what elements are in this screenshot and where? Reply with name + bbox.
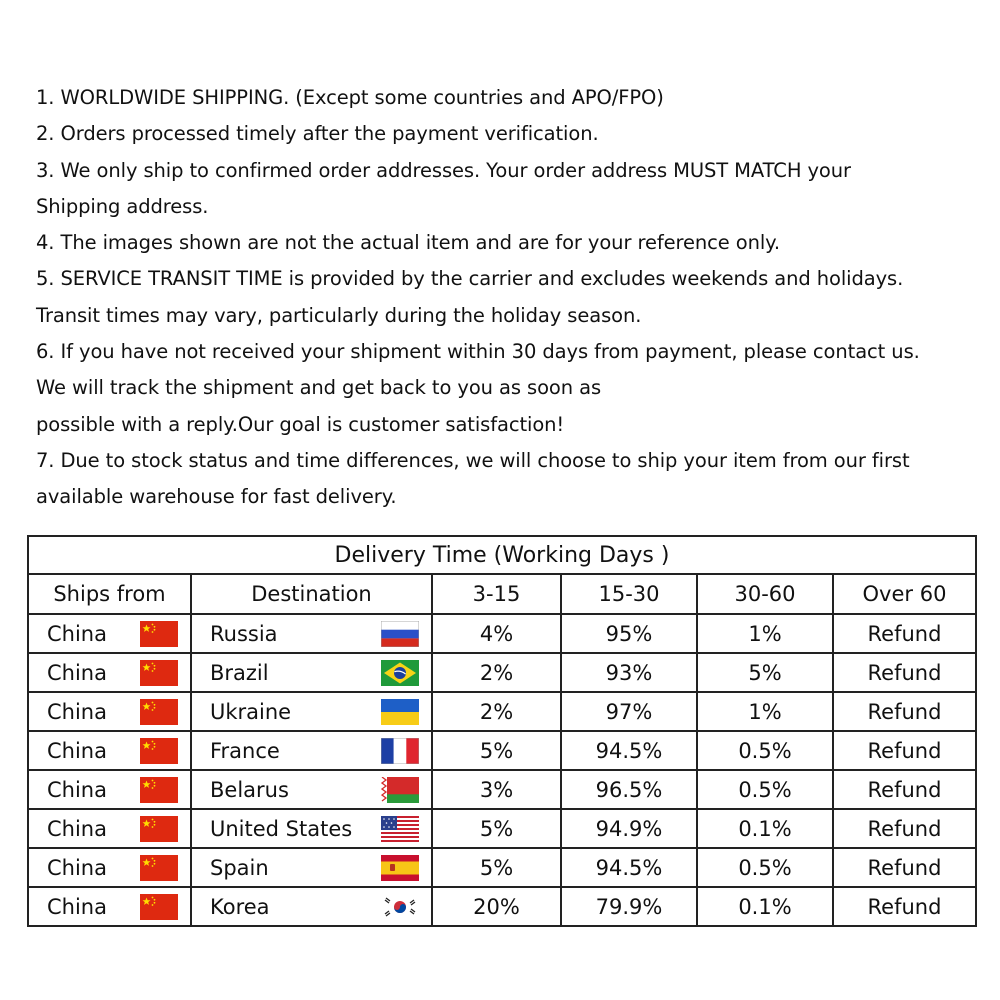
note-line: 3. We only ship to confirmed order addresses. Your order address MUST MATCH your [36, 158, 851, 182]
destination-cell [191, 887, 432, 926]
over-60-cell: Refund [833, 848, 976, 887]
pct-15-30-cell: 94.9% [561, 809, 697, 848]
china-flag-icon [140, 621, 178, 647]
column-header-3-15: 3-15 [432, 574, 561, 614]
destination-label: Brazil [210, 660, 269, 685]
pct-30-60-cell: 0.1% [697, 887, 833, 926]
column-header-ships-from: Ships from [28, 574, 191, 614]
over-60-cell: Refund [833, 692, 976, 731]
ships-from-cell [28, 614, 191, 653]
pct-15-30-cell: 97% [561, 692, 697, 731]
over-60-cell: Refund [833, 614, 976, 653]
china-flag-icon [140, 738, 178, 764]
brazil-flag-icon [381, 660, 419, 686]
ships-from-cell [28, 770, 191, 809]
pct-3-15-cell: 5% [432, 731, 561, 770]
ships-from-label: China [47, 699, 107, 724]
destination-label: Belarus [210, 777, 289, 802]
pct-3-15-cell: 2% [432, 692, 561, 731]
table-row [28, 653, 976, 692]
pct-30-60-cell: 0.5% [697, 848, 833, 887]
ships-from-label: China [47, 738, 107, 763]
table-row [28, 770, 976, 809]
korea-flag-icon [381, 894, 419, 920]
usa-flag-icon [381, 816, 419, 842]
pct-30-60-cell: 0.5% [697, 731, 833, 770]
over-60-cell: Refund [833, 770, 976, 809]
pct-30-60-cell: 5% [697, 653, 833, 692]
china-flag-icon [140, 699, 178, 725]
table-row [28, 614, 976, 653]
table-row [28, 731, 976, 770]
destination-label: Ukraine [210, 699, 292, 724]
destination-label: Korea [210, 894, 270, 919]
note-line: 7. Due to stock status and time differences, we will choose to ship your item from our first [36, 448, 910, 472]
column-header-15-30: 15-30 [561, 574, 697, 614]
over-60-cell: Refund [833, 809, 976, 848]
pct-15-30-cell: 93% [561, 653, 697, 692]
table-row [28, 848, 976, 887]
note-line: possible with a reply.Our goal is customer satisfaction! [36, 412, 565, 436]
note-line: 6. If you have not received your shipment within 30 days from payment, please contact us. [36, 340, 920, 364]
destination-cell [191, 653, 432, 692]
ships-from-label: China [47, 894, 107, 919]
note-line: 4. The images shown are not the actual item and are for your reference only. [36, 231, 780, 255]
ships-from-cell [28, 887, 191, 926]
pct-15-30-cell: 79.9% [561, 887, 697, 926]
ukraine-flag-icon [381, 699, 419, 725]
ships-from-cell [28, 731, 191, 770]
russia-flag-icon [381, 621, 419, 647]
note-line: 5. SERVICE TRANSIT TIME is provided by the carrier and excludes weekends and holidays. [36, 267, 904, 291]
destination-label: Russia [210, 621, 278, 646]
destination-cell [191, 731, 432, 770]
pct-3-15-cell: 20% [432, 887, 561, 926]
pct-15-30-cell: 94.5% [561, 731, 697, 770]
note-line: Transit times may vary, particularly during the holiday season. [36, 303, 642, 327]
belarus-flag-icon [381, 777, 419, 803]
column-header-30-60: 30-60 [697, 574, 833, 614]
destination-cell [191, 848, 432, 887]
pct-15-30-cell: 96.5% [561, 770, 697, 809]
table-row [28, 809, 976, 848]
delivery-time-table [27, 535, 977, 927]
ships-from-label: China [47, 855, 107, 880]
destination-cell [191, 692, 432, 731]
destination-label: Spain [210, 855, 269, 880]
note-line: available warehouse for fast delivery. [36, 485, 397, 509]
ships-from-label: China [47, 777, 107, 802]
note-line: We will track the shipment and get back to you as soon as [36, 376, 602, 400]
note-line: 1. WORLDWIDE SHIPPING. (Except some countries and APO/FPO) [36, 86, 664, 109]
destination-cell [191, 614, 432, 653]
over-60-cell: Refund [833, 731, 976, 770]
france-flag-icon [381, 738, 419, 764]
destination-cell [191, 809, 432, 848]
ships-from-label: China [47, 660, 107, 685]
destination-label: United States [210, 816, 353, 841]
pct-15-30-cell: 95% [561, 614, 697, 653]
ships-from-cell [28, 653, 191, 692]
china-flag-icon [140, 816, 178, 842]
over-60-cell: Refund [833, 887, 976, 926]
table-title: Delivery Time (Working Days ) [28, 536, 976, 574]
column-header-over-60: Over 60 [833, 574, 976, 614]
pct-30-60-cell: 0.5% [697, 770, 833, 809]
pct-30-60-cell: 1% [697, 692, 833, 731]
pct-15-30-cell: 94.5% [561, 848, 697, 887]
pct-30-60-cell: 0.1% [697, 809, 833, 848]
table-body [28, 614, 976, 926]
ships-from-label: China [47, 621, 107, 646]
table-row [28, 692, 976, 731]
note-line: Shipping address. [36, 194, 209, 218]
spain-flag-icon [381, 855, 419, 881]
destination-cell [191, 770, 432, 809]
pct-3-15-cell: 3% [432, 770, 561, 809]
pct-3-15-cell: 5% [432, 809, 561, 848]
column-header-destination: Destination [191, 574, 432, 614]
ships-from-label: China [47, 816, 107, 841]
destination-label: France [210, 738, 280, 763]
china-flag-icon [140, 660, 178, 686]
shipping-notes [36, 80, 986, 516]
over-60-cell: Refund [833, 653, 976, 692]
ships-from-cell [28, 848, 191, 887]
china-flag-icon [140, 777, 178, 803]
ships-from-cell [28, 692, 191, 731]
china-flag-icon [140, 855, 178, 881]
note-line: 2. Orders processed timely after the payment verification. [36, 122, 599, 146]
pct-3-15-cell: 4% [432, 614, 561, 653]
table-row [28, 887, 976, 926]
china-flag-icon [140, 894, 178, 920]
pct-3-15-cell: 5% [432, 848, 561, 887]
ships-from-cell [28, 809, 191, 848]
pct-3-15-cell: 2% [432, 653, 561, 692]
pct-30-60-cell: 1% [697, 614, 833, 653]
